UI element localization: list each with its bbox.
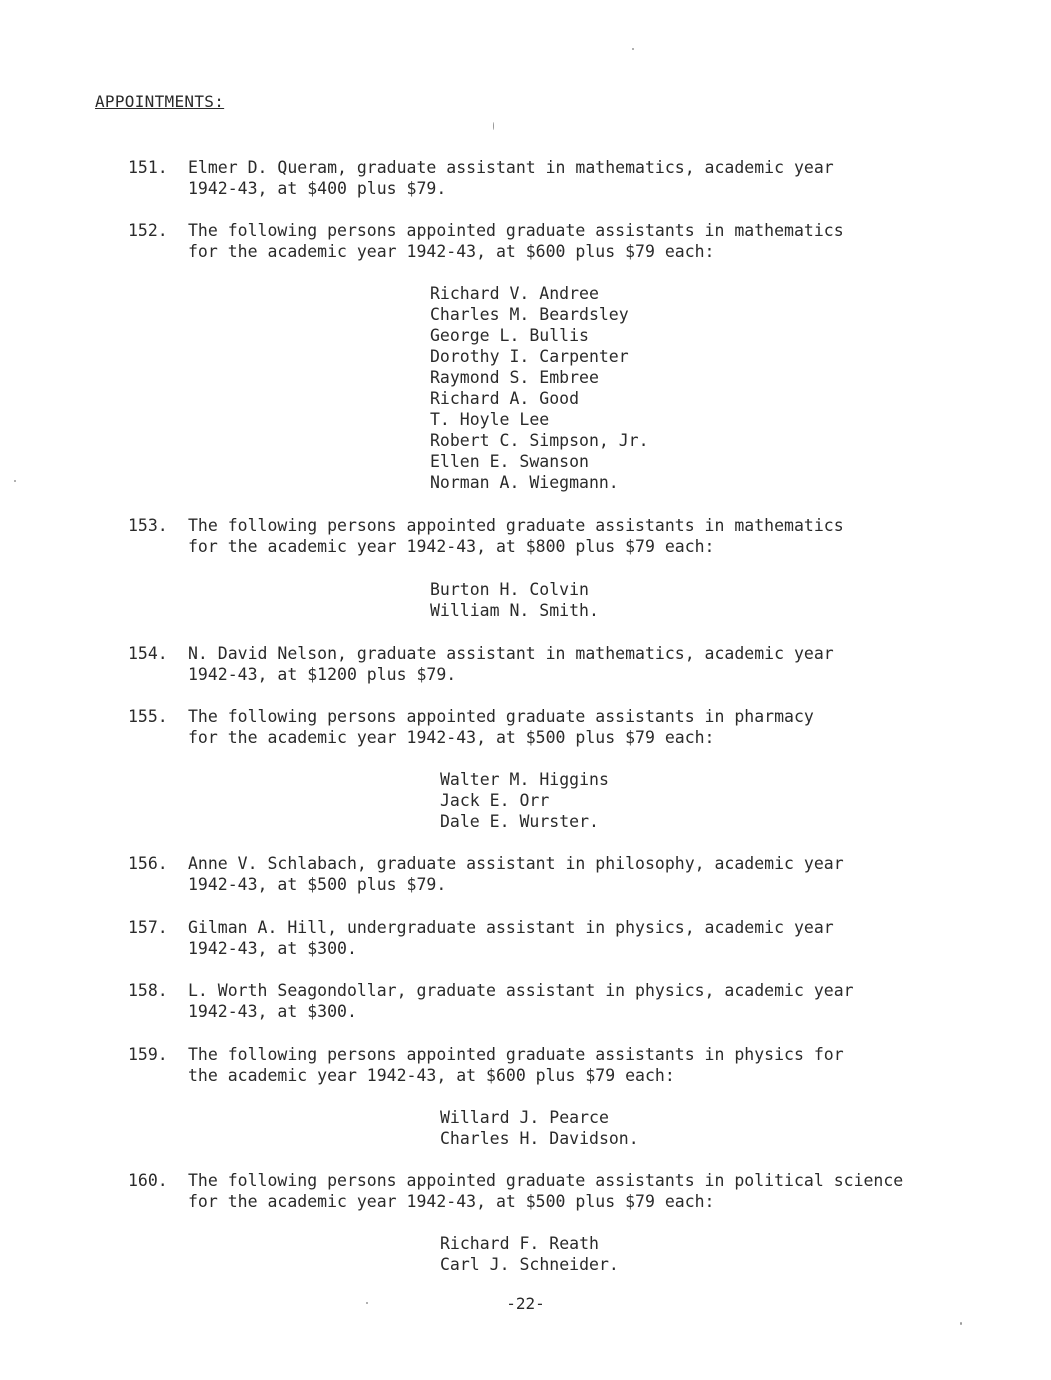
entry-line: 1942-43, at $1200 plus $79. <box>188 665 457 684</box>
names-list-159 <box>440 1107 639 1149</box>
entry-line: L. Worth Seagondollar, graduate assistant in physics, academic year <box>188 981 854 1000</box>
names-list-152 <box>430 283 649 493</box>
scan-speck <box>632 48 634 50</box>
section-heading <box>95 92 224 111</box>
names-list-155 <box>440 769 609 832</box>
entry-number: 152. <box>128 221 168 240</box>
scan-speck <box>14 480 16 482</box>
scan-speck <box>366 1302 368 1304</box>
appointee-name: George L. Bullis <box>430 326 589 345</box>
scan-speck <box>960 1322 962 1325</box>
names-list-153 <box>430 579 599 621</box>
entry-line: the academic year 1942-43, at $600 plus $79 each: <box>188 1066 675 1085</box>
entry-number: 154. <box>128 644 168 663</box>
entry-line: The following persons appointed graduate assistants in pharmacy <box>188 707 814 726</box>
entry-number: 153. <box>128 516 168 535</box>
appointee-name: Carl J. Schneider. <box>440 1255 619 1274</box>
appointee-name: Burton H. Colvin <box>430 580 589 599</box>
appointee-name: Willard J. Pearce <box>440 1108 609 1127</box>
entry-line: for the academic year 1942-43, at $500 plus $79 each: <box>188 728 715 747</box>
entry-number: 151. <box>128 158 168 177</box>
entry-line: The following persons appointed graduate assistants in physics for <box>188 1045 844 1064</box>
appointee-name: Dorothy I. Carpenter <box>430 347 629 366</box>
heading-text: APPOINTMENTS: <box>95 92 225 111</box>
appointee-name: Richard F. Reath <box>440 1234 599 1253</box>
entry-line: 1942-43, at $300. <box>188 939 357 958</box>
entry-line: 1942-43, at $300. <box>188 1002 357 1021</box>
entry-line: 1942-43, at $500 plus $79. <box>188 875 447 894</box>
appointee-name: T. Hoyle Lee <box>430 410 550 429</box>
entry-number: 155. <box>128 707 168 726</box>
entry-number: 157. <box>128 918 168 937</box>
entry-line: The following persons appointed graduate assistants in mathematics <box>188 221 844 240</box>
entry-line: for the academic year 1942-43, at $500 plus $79 each: <box>188 1192 715 1211</box>
appointee-name: Ellen E. Swanson <box>430 452 589 471</box>
entry-number: 156. <box>128 854 168 873</box>
entry-line: The following persons appointed graduate assistants in political science <box>188 1171 904 1190</box>
appointee-name: Jack E. Orr <box>440 791 550 810</box>
appointee-name: Norman A. Wiegmann. <box>430 473 619 492</box>
appointee-name: Robert C. Simpson, Jr. <box>430 431 649 450</box>
names-list-160 <box>440 1233 619 1275</box>
appointee-name: Raymond S. Embree <box>430 368 599 387</box>
entry-line: Gilman A. Hill, undergraduate assistant in physics, academic year <box>188 918 834 937</box>
entry-number: 159. <box>128 1045 168 1064</box>
entry-line: Elmer D. Queram, graduate assistant in mathematics, academic year <box>188 158 834 177</box>
appointee-name: Richard V. Andree <box>430 284 599 303</box>
scan-speck <box>493 122 494 130</box>
appointee-name: Charles H. Davidson. <box>440 1129 639 1148</box>
entry-number: 158. <box>128 981 168 1000</box>
appointee-name: Dale E. Wurster. <box>440 812 599 831</box>
entry-line: for the academic year 1942-43, at $800 plus $79 each: <box>188 537 715 556</box>
entry-number: 160. <box>128 1171 168 1190</box>
appointee-name: Charles M. Beardsley <box>430 305 629 324</box>
entry-line: for the academic year 1942-43, at $600 plus $79 each: <box>188 242 715 261</box>
appointee-name: Walter M. Higgins <box>440 770 609 789</box>
page-number: -22- <box>506 1294 545 1313</box>
entry-line: The following persons appointed graduate assistants in mathematics <box>188 516 844 535</box>
entry-line: N. David Nelson, graduate assistant in mathematics, academic year <box>188 644 834 663</box>
entry-line: 1942-43, at $400 plus $79. <box>188 179 447 198</box>
appointee-name: William N. Smith. <box>430 601 599 620</box>
appointee-name: Richard A. Good <box>430 389 580 408</box>
entry-line: Anne V. Schlabach, graduate assistant in philosophy, academic year <box>188 854 844 873</box>
